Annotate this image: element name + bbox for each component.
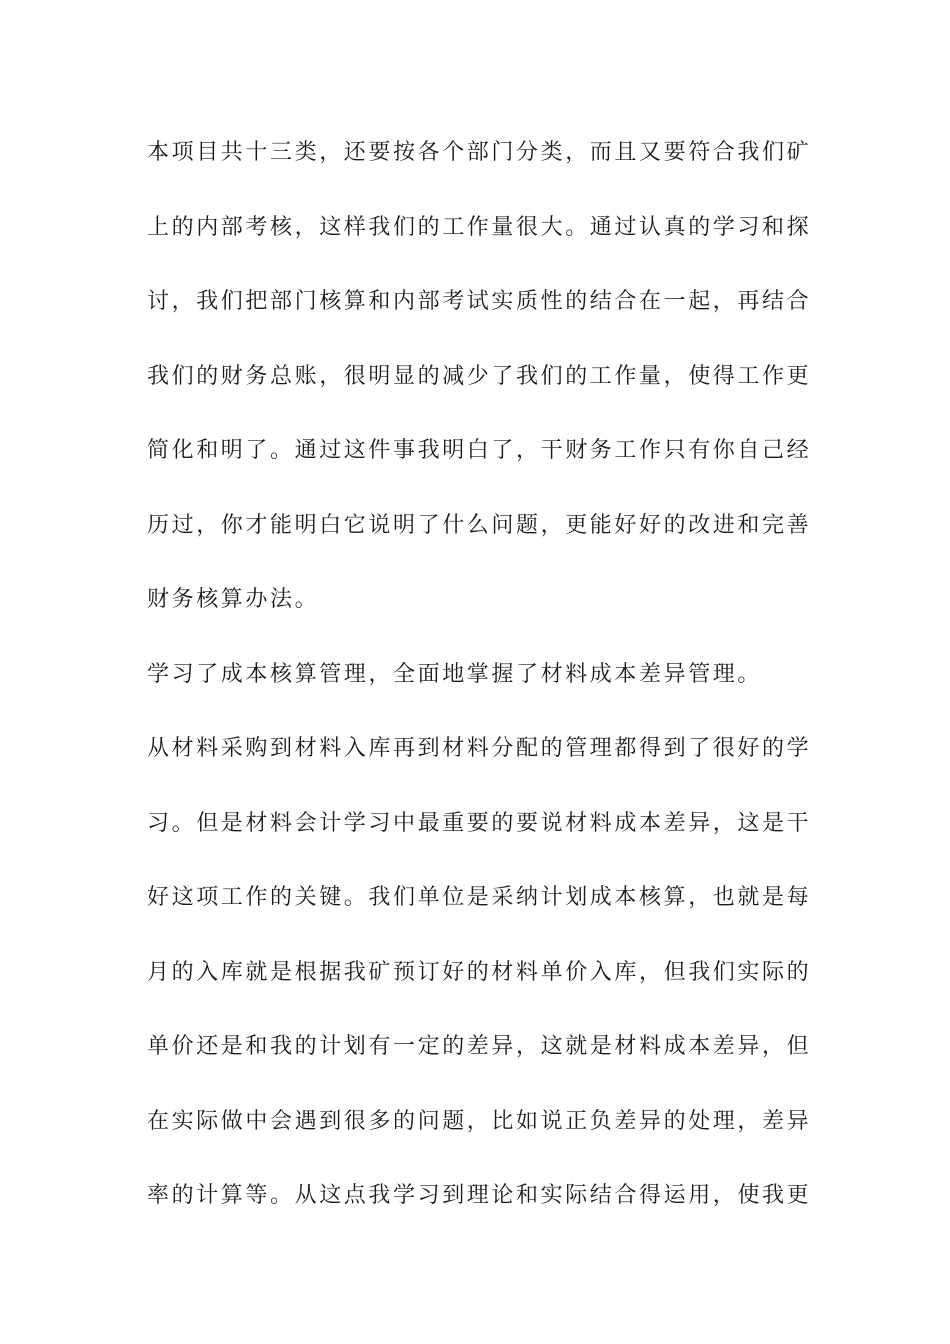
text-line: 讨，我们把部门核算和内部考试实质性的结合在一起，再结合 <box>147 289 812 314</box>
text-line: 从材料采购到材料入库再到材料分配的管理都得到了很好的学 <box>147 736 812 761</box>
text-line: 上的内部考核，这样我们的工作量很大。通过认真的学习和探 <box>147 214 812 240</box>
text-line: 好这项工作的关键。我们单位是采纳计划成本核算，也就是每 <box>147 885 812 910</box>
text-line: 简化和明了。通过这件事我明白了，干财务工作只有你自己经 <box>147 438 812 463</box>
text-line: 在实际做中会遇到很多的问题，比如说正负差异的处理，差异 <box>147 1108 812 1134</box>
text-line: 本项目共十三类，还要按各个部门分类，而且又要符合我们矿 <box>147 140 812 165</box>
text-line: 率的计算等。从这点我学习到理论和实际结合得运用，使我更 <box>147 1183 812 1208</box>
text-line: 单价还是和我的计划有一定的差异，这就是材料成本差异，但 <box>147 1034 812 1059</box>
body-text <box>147 131 817 1249</box>
text-line: 财务核算办法。 <box>147 587 320 612</box>
text-line: 月的入库就是根据我矿预订好的材料单价入库，但我们实际的 <box>147 959 812 985</box>
text-line: 习。但是材料会计学习中最重要的要说材料成本差异，这是干 <box>147 810 812 836</box>
text-line: 历过，你才能明白它说明了什么问题，更能好好的改进和完善 <box>147 512 812 538</box>
text-line: 我们的财务总账，很明显的减少了我们的工作量，使得工作更 <box>147 363 812 389</box>
text-line: 学习了成本核算管理，全面地掌握了材料成本差异管理。 <box>147 661 763 687</box>
